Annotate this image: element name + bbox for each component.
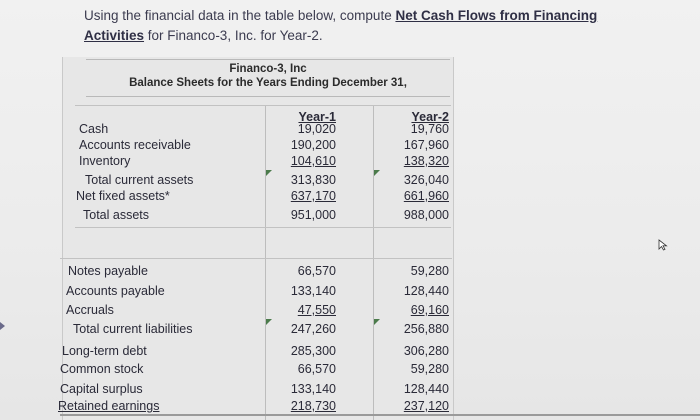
company-name: Financo-3, Inc (229, 63, 307, 75)
cell-re-y2: 237,120 (403, 399, 449, 413)
cell-tca-y2: 326,040 (403, 173, 449, 187)
row-divider (75, 227, 451, 228)
row-label-accounts-receivable: Accounts receivable (79, 138, 191, 152)
question-prefix: Using the financial data in the table below, compute (84, 8, 396, 23)
cell-cash-y1: 19,020 (297, 122, 336, 136)
cell-ar-y1: 190,200 (290, 138, 336, 152)
cell-accruals-y2: 69,160 (410, 303, 449, 317)
row-label-notes-payable: Notes payable (68, 264, 148, 278)
row-label-common-stock: Common stock (60, 362, 144, 376)
scroll-marker-icon (0, 322, 5, 330)
cell-re-y1: 218,730 (290, 399, 336, 413)
cell-inventory-y1: 104,610 (290, 154, 336, 168)
question-suffix: for Financo-3, Inc. for Year-2. (144, 28, 323, 43)
table-subtitle: Balance Sheets for the Years Ending December 31, (129, 77, 407, 89)
cell-ta-y2: 988,000 (403, 208, 449, 222)
question-text (84, 6, 644, 46)
cell-ltd-y2: 306,280 (403, 344, 449, 358)
cell-ta-y1: 951,000 (290, 208, 336, 222)
column-header-year1: Year-1 (298, 110, 336, 124)
row-label-net-fixed-assets: Net fixed assets* (76, 189, 170, 203)
cell-ltd-y1: 285,300 (290, 344, 336, 358)
row-label-cash: Cash (79, 122, 109, 136)
column-header-year2: Year-2 (411, 110, 449, 124)
cell-cash-y2: 19,760 (410, 122, 449, 136)
row-label-retained-earnings: Retained earnings (58, 399, 160, 413)
cell-accruals-y1: 47,550 (297, 303, 336, 317)
cell-cs-y2: 59,280 (410, 362, 449, 376)
cell-tcl-y2: 256,880 (403, 322, 449, 336)
bottom-divider (60, 414, 700, 416)
cell-inventory-y2: 138,320 (403, 154, 449, 168)
cell-tcl-y1: 247,260 (290, 322, 336, 336)
cell-cs-y1: 66,570 (297, 362, 336, 376)
cell-ap-y1: 133,140 (290, 284, 336, 298)
row-label-long-term-debt: Long-term debt (62, 344, 147, 358)
question-term-link-cont[interactable]: Activities (84, 28, 145, 43)
table-header (86, 59, 450, 97)
column-divider (373, 105, 374, 420)
row-label-inventory: Inventory (79, 154, 131, 168)
row-divider (60, 258, 452, 259)
cell-np-y2: 59,280 (410, 264, 449, 278)
row-label-total-assets: Total assets (83, 208, 150, 222)
row-label-accruals: Accruals (66, 303, 114, 317)
cell-np-y1: 66,570 (297, 264, 336, 278)
cell-ap-y2: 128,440 (403, 284, 449, 298)
row-label-accounts-payable: Accounts payable (66, 284, 165, 298)
row-label-total-current-assets: Total current assets (85, 173, 194, 187)
cell-surplus-y2: 128,440 (403, 382, 449, 396)
cell-ar-y2: 167,960 (403, 138, 449, 152)
row-label-capital-surplus: Capital surplus (60, 382, 143, 396)
cell-surplus-y1: 133,140 (290, 382, 336, 396)
question-term-link[interactable]: Net Cash Flows from Financing (395, 8, 598, 23)
cell-nfa-y1: 637,170 (290, 189, 336, 203)
row-divider (75, 105, 451, 106)
mouse-pointer-icon (658, 238, 670, 256)
cell-tca-y1: 313,830 (290, 173, 336, 187)
row-label-total-current-liabilities: Total current liabilities (73, 322, 193, 336)
cell-nfa-y2: 661,960 (403, 189, 449, 203)
